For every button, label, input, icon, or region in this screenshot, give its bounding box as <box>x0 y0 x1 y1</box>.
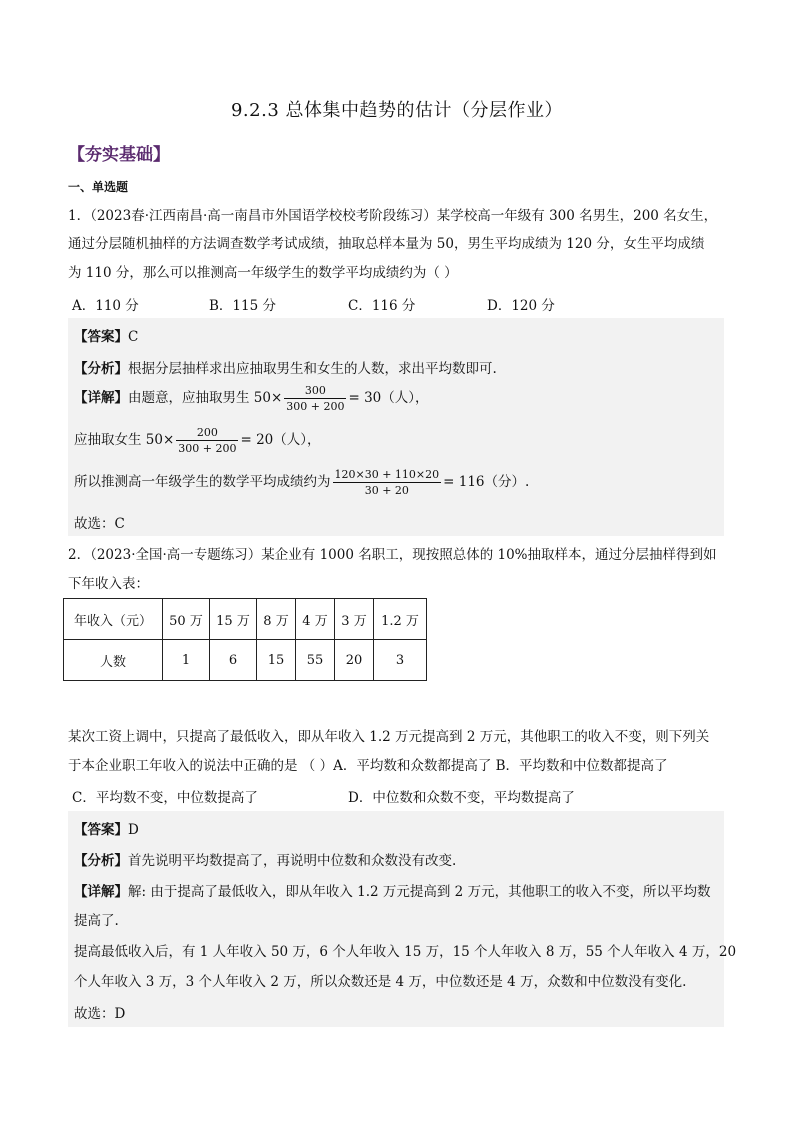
q1-analysis <box>74 357 497 377</box>
q2-answer-box <box>68 811 724 1027</box>
q2-detail-text-1: 解: 由于提高了最低收入，即从年收入 1.2 万元提高到 2 万元，其他职工的收入不变，所以平均数 <box>128 884 711 900</box>
table-cell: 人数 <box>64 640 163 681</box>
q2-text-line-1: 2．（2023·全国·高一专题练习）某企业有 1000 名职工，现按照总体的 10%抽取样本，通过分层抽样得到如 <box>68 547 717 563</box>
q1-answer <box>74 325 138 345</box>
subsection-heading: 一、单选题 <box>68 180 129 194</box>
q2-analysis <box>74 849 456 869</box>
q1-detail-text-2b: = 20（人）， <box>240 432 321 448</box>
table-row <box>64 599 427 640</box>
q1-fraction-1 <box>284 384 346 413</box>
q2-text-line-3: 某次工资上调中，只提高了最低收入，即从年收入 1.2 万元提高到 2 万元，其他职工的收入不变，则下列关 <box>68 729 710 745</box>
q1-analysis-text: 根据分层抽样求出应抽取男生和女生的人数，求出平均数即可. <box>128 361 497 377</box>
q1-answer-value: C <box>128 329 139 345</box>
table-cell: 8 万 <box>257 599 296 640</box>
section-heading: 【夯实基础】 <box>68 145 170 165</box>
q1-detail-text-3b: = 116（分）. <box>443 474 530 490</box>
q1-detail-line-1 <box>74 384 429 413</box>
q1-option-c: C．116 分 <box>348 298 416 314</box>
q2-detail-line-4: 个人年收入 3 万，3 个人年收入 2 万，所以众数还是 4 万，中位数还是 4 万，众数和中位数没有变化. <box>74 974 687 990</box>
table-cell: 4 万 <box>296 599 335 640</box>
q1-fraction-1-numerator: 300 <box>284 384 346 399</box>
table-cell: 年收入（元） <box>64 599 163 640</box>
q2-text-line-2: 下年收入表： <box>68 576 149 592</box>
table-cell: 50 万 <box>163 599 210 640</box>
table-cell: 55 <box>296 640 335 681</box>
q2-detail-line-3: 提高最低收入后，有 1 人年收入 50 万，6 个人年收入 15 万，15 个人年收入 8 万，55 个人年收入 4 万，20 <box>74 944 737 960</box>
q1-option-a: A．110 分 <box>72 298 139 314</box>
table-cell: 15 <box>257 640 296 681</box>
q1-text-line-1: 1．（2023春·江西南昌·高一南昌市外国语学校校考阶段练习）某学校高一年级有 300 名男生，200 名女生， <box>68 208 718 224</box>
q1-text-line-2: 通过分层随机抽样的方法调查数学考试成绩，抽取总样本量为 50，男生平均成绩为 120 分，女生平均成绩 <box>68 236 705 252</box>
q2-option-d: D．中位数和众数不变，平均数提高了 <box>348 790 575 806</box>
q2-answer <box>74 818 139 838</box>
q2-analysis-text: 首先说明平均数提高了，再说明中位数和众数没有改变. <box>128 853 457 869</box>
q2-option-c: C．平均数不变，中位数提高了 <box>72 790 258 806</box>
table-cell: 6 <box>210 640 257 681</box>
page-title: 9.2.3 总体集中趋势的估计（分层作业） <box>230 100 564 121</box>
table-row <box>64 640 427 681</box>
q2-answer-value: D <box>128 822 139 838</box>
table-cell: 15 万 <box>210 599 257 640</box>
q1-detail-text-2: 应抽取女生 50× <box>74 432 175 448</box>
q1-fraction-2 <box>176 426 238 455</box>
q1-detail-text-1: 由题意，应抽取男生 50× <box>128 390 283 406</box>
table-cell: 1 <box>163 640 210 681</box>
q1-option-d: D．120 分 <box>487 298 555 314</box>
table-cell: 3 万 <box>335 599 374 640</box>
q1-detail-line-2 <box>74 426 321 455</box>
q1-fraction-3-numerator: 120×30 + 110×20 <box>334 468 440 481</box>
q1-analysis-tag: 【分析】 <box>74 361 128 377</box>
q1-fraction-2-numerator: 200 <box>176 426 238 441</box>
q1-fraction-2-denominator: 300 + 200 <box>178 442 237 455</box>
income-table <box>63 598 427 681</box>
q2-conclusion: 故选：D <box>74 1006 126 1022</box>
q1-text-line-3: 为 110 分，那么可以推测高一年级学生的数学平均成绩约为（ ） <box>68 265 458 281</box>
q2-detail-line-2: 提高了. <box>74 913 119 929</box>
q2-analysis-tag: 【分析】 <box>74 853 128 869</box>
q1-conclusion: 故选：C <box>74 516 125 532</box>
q1-detail-tag: 【详解】 <box>74 390 128 406</box>
q1-detail-line-3 <box>74 468 529 497</box>
q2-text-line-4: 于本企业职工年收入的说法中正确的是 （ ）A．平均数和众数都提高了 B．平均数和中位数都提高了 <box>68 758 668 774</box>
q1-fraction-3-denominator: 30 + 20 <box>364 484 409 497</box>
table-cell: 3 <box>374 640 427 681</box>
q1-answer-tag: 【答案】 <box>74 329 128 345</box>
table-cell: 1.2 万 <box>374 599 427 640</box>
q2-detail-tag: 【详解】 <box>74 884 128 900</box>
q1-fraction-3 <box>333 468 442 497</box>
q2-detail-line-1 <box>74 880 711 900</box>
table-cell: 20 <box>335 640 374 681</box>
q1-detail-text-3: 所以推测高一年级学生的数学平均成绩约为 <box>74 474 331 490</box>
q1-fraction-1-denominator: 300 + 200 <box>286 400 345 413</box>
q1-option-b: B．115 分 <box>209 298 276 314</box>
q2-answer-tag: 【答案】 <box>74 822 128 838</box>
q1-detail-text-1b: = 30（人）， <box>348 390 429 406</box>
